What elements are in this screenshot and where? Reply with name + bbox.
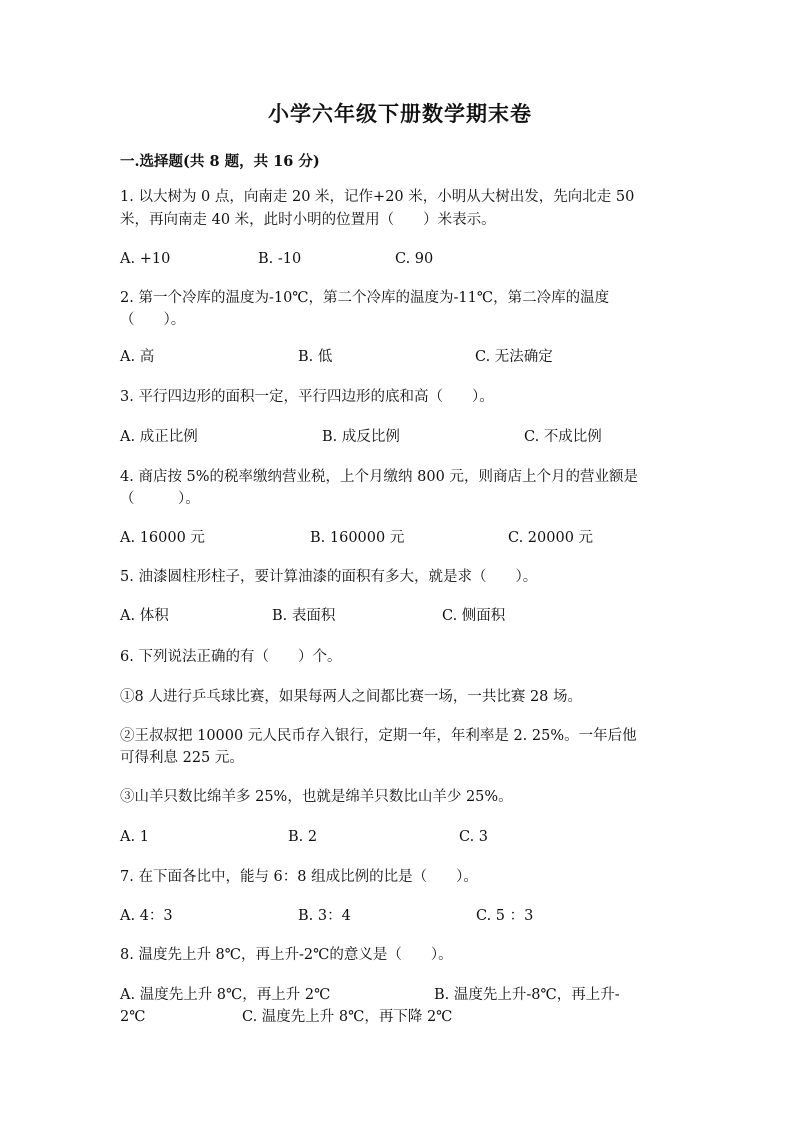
question-7-option-a[interactable]: A. 4：3 (120, 908, 173, 924)
question-8-option-b[interactable]: B. 温度先上升-8℃，再上升- (434, 987, 620, 1003)
question-6-statement-1: ①8 人进行乒乓球比赛，如果每两人之间都比赛一场，一共比赛 28 场。 (120, 689, 583, 705)
question-1-option-c[interactable]: C. 90 (395, 251, 434, 267)
question-4-option-b[interactable]: B. 160000 元 (310, 530, 405, 546)
question-6-statement-2: 可得利息 225 元。 (120, 750, 244, 766)
question-6-statement-2: ②王叔叔把 10000 元人民币存入银行，定期一年，年利率是 2. 25%。一年后他 (120, 728, 637, 744)
question-1-text: 1. 以大树为 0 点，向南走 20 米，记作+20 米，小明从大树出发，先向北走 50 (120, 189, 635, 205)
question-4-text: （ ）。 (120, 491, 200, 507)
question-4-option-c[interactable]: C. 20000 元 (508, 530, 594, 546)
question-4-option-a[interactable]: A. 16000 元 (120, 530, 205, 546)
question-5-text: 5. 油漆圆柱形柱子，要计算油漆的面积有多大，就是求（ ）。 (120, 569, 538, 585)
question-3-option-b[interactable]: B. 成反比例 (322, 429, 400, 445)
page-title: 小学六年级下册数学期末卷 (268, 101, 532, 126)
question-6-option-a[interactable]: A. 1 (120, 829, 149, 845)
question-8-option-a[interactable]: A. 温度先上升 8℃，再上升 2℃ (120, 987, 331, 1003)
question-5-option-c[interactable]: C. 侧面积 (442, 608, 506, 624)
question-3-text: 3. 平行四边形的面积一定，平行四边形的底和高（ ）。 (120, 389, 494, 405)
question-8-option-b-continued[interactable]: 2℃ (120, 1009, 146, 1025)
question-6-option-c[interactable]: C. 3 (459, 829, 489, 845)
question-1-option-b[interactable]: B. -10 (258, 251, 302, 267)
question-2-text: 2. 第一个冷库的温度为-10℃，第二个冷库的温度为-11℃，第二冷库的温度 (120, 290, 610, 306)
question-8-text: 8. 温度先上升 8℃，再上升-2℃的意义是（ ）。 (120, 947, 453, 963)
question-2-text: （ ）。 (120, 312, 186, 328)
section-heading: 一.选择题(共 8 题，共 16 分) (120, 153, 320, 170)
question-4-text: 4. 商店按 5%的税率缴纳营业税，上个月缴纳 800 元，则商店上个月的营业额是 (120, 469, 638, 485)
question-3-option-c[interactable]: C. 不成比例 (524, 429, 602, 445)
question-8-option-c[interactable]: C. 温度先上升 8℃，再下降 2℃ (242, 1009, 453, 1025)
question-2-option-a[interactable]: A. 高 (120, 349, 155, 365)
question-5-option-a[interactable]: A. 体积 (120, 608, 169, 624)
question-7-option-c[interactable]: C. 5 ：3 (476, 908, 534, 924)
question-2-option-b[interactable]: B. 低 (298, 349, 333, 365)
question-2-option-c[interactable]: C. 无法确定 (475, 349, 553, 365)
question-1-text: 米，再向南走 40 米，此时小明的位置用（ ）米表示。 (120, 212, 496, 228)
question-7-option-b[interactable]: B. 3：4 (298, 908, 351, 924)
question-6-text: 6. 下列说法正确的有（ ）个。 (120, 649, 342, 665)
question-7-text: 7. 在下面各比中，能与 6：8 组成比例的比是（ ）。 (120, 869, 478, 885)
question-1-option-a[interactable]: A. +10 (120, 251, 171, 267)
question-6-statement-3: ③山羊只数比绵羊多 25%，也就是绵羊只数比山羊少 25%。 (120, 789, 513, 805)
question-5-option-b[interactable]: B. 表面积 (272, 608, 336, 624)
question-3-option-a[interactable]: A. 成正比例 (120, 429, 198, 445)
question-6-option-b[interactable]: B. 2 (288, 829, 318, 845)
